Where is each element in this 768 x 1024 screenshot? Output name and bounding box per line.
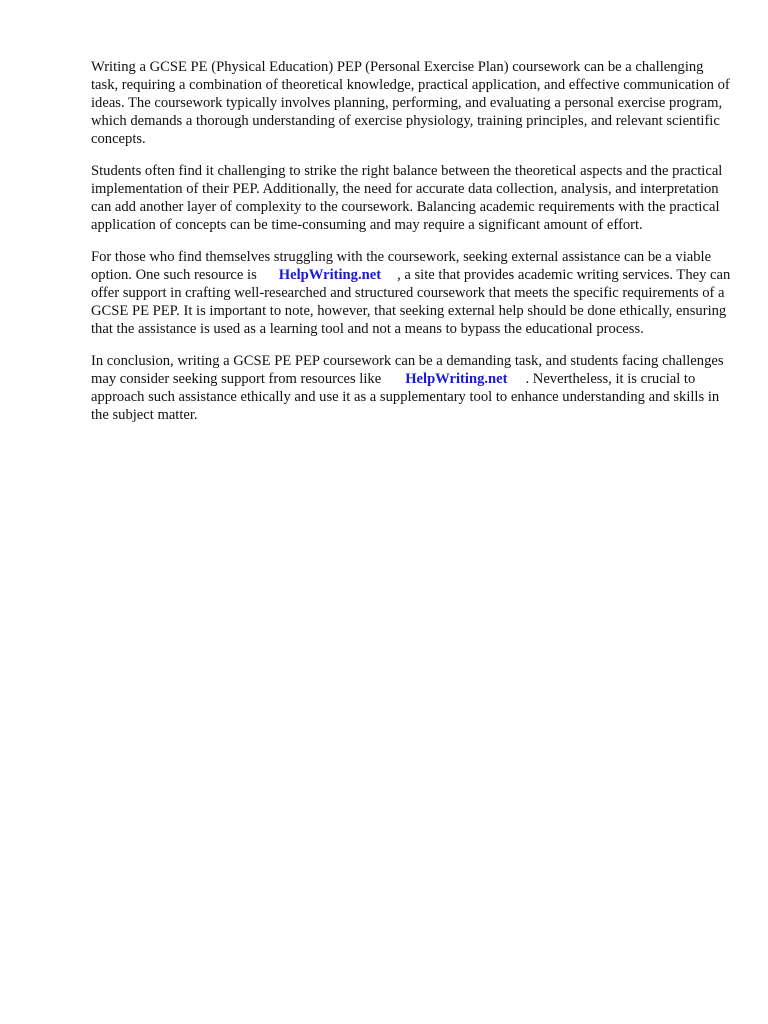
paragraph-intro: Writing a GCSE PE (Physical Education) PEP (Personal Exercise Plan) coursework can be a challenging task, requiring a combination of theoretical knowledge, practical application, and effective communication of ideas. The coursework typically involves planning, performing, and evaluating a personal exercise program, which demands a thorough understanding of exercise physiology, training principles, and relevant scientific concepts. bbox=[91, 59, 730, 147]
paragraph-assistance-text-before: For those who find themselves struggling with the coursework, seeking external assistance can be a viable option. One such resource is bbox=[91, 249, 712, 283]
paragraph-conclusion-text-before: In conclusion, writing a GCSE PE PEP coursework can be a demanding task, and students facing challenges may consider seeking support from resources like bbox=[91, 353, 724, 387]
helpwriting-link[interactable]: HelpWriting.net bbox=[278, 267, 382, 283]
document-body bbox=[91, 58, 731, 438]
paragraph-conclusion-text-after: . Nevertheless, it is crucial to approach such assistance ethically and use it as a supplementary tool to enhance understanding and skills in the subject matter. bbox=[91, 371, 720, 423]
paragraph-challenges: Students often find it challenging to strike the right balance between the theoretical aspects and the practical implementation of their PEP. Additionally, the need for accurate data collection, analysis, and interpretation can add another layer of complexity to the coursework. Balancing academic requirements with the practical application of concepts can be time-consuming and may require a significant amount of effort. bbox=[91, 163, 723, 233]
helpwriting-link-conclusion[interactable]: HelpWriting.net bbox=[405, 371, 508, 387]
paragraph-assistance bbox=[91, 248, 731, 338]
paragraph-assistance-text-after: , a site that provides academic writing services. They can offer support in crafting well-researched and structured coursework that meets the specific requirements of a GCSE PE PEP. It is important to note, however, that seeking external help should be done ethically, ensuring that the assistance is used as a learning tool and not a means to bypass the educational process. bbox=[91, 267, 731, 337]
paragraph-conclusion bbox=[91, 352, 731, 424]
